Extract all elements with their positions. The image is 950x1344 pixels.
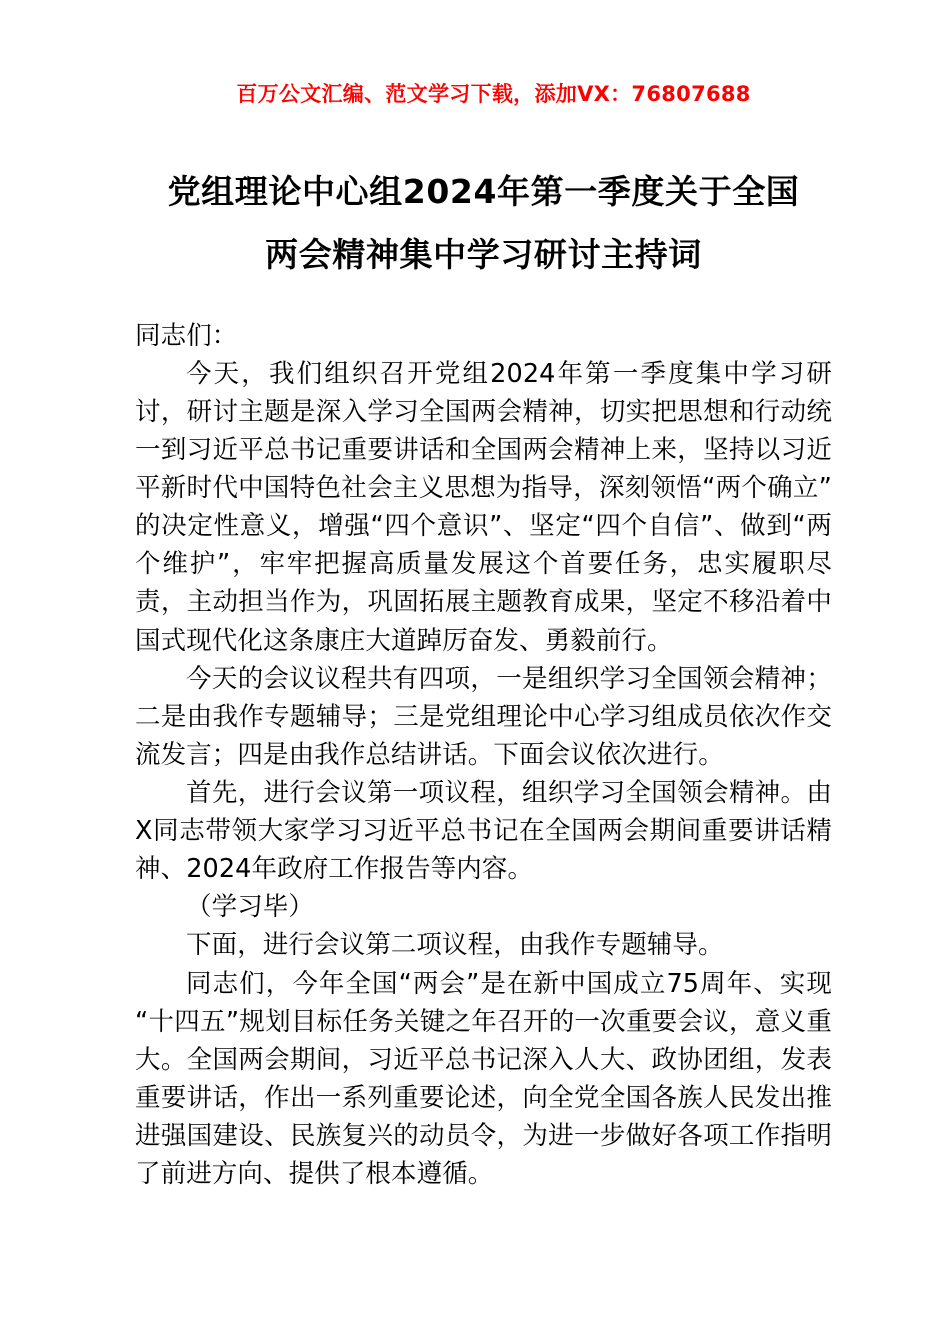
paragraph-salutation: 同志们： [135,320,238,351]
paragraph-5: 下面，进行会议第二项议程，由我作专题辅导。 [186,930,724,961]
paragraph-1: 今天，我们组织召开党组2024年第一季度集中学习研讨，研讨主题是深入学习全国两会精神，切实把思想和行动统一到习近平总书记重要讲话和全国两会精神上来，坚持以习近平新时代中国特色社会主义思想为指导，深刻领悟“两个确立”的决定性意义，增强“四个意识”、坚定“四个自信”、做到“两个维护”，牢牢把握高质量发展这个首要任务，忠实履职尽责，主动担当作为，巩固拓展主题教育成果，坚定不移沿着中国式现代化这条康庄大道踔厉奋发、勇毅前行。 [135,358,832,656]
paragraph-4: （学习毕） [186,892,315,923]
paragraph-3: 首先，进行会议第一项议程，组织学习全国领会精神。由X同志带领大家学习习近平总书记在全国两会期间重要讲话精神、2024年政府工作报告等内容。 [135,778,832,885]
document-title [135,160,832,287]
title-line-2: 两会精神集中学习研讨主持词 [265,235,702,275]
paragraph-2: 今天的会议议程共有四项，一是组织学习全国领会精神；二是由我作专题辅导；三是党组理论中心学习组成员依次作交流发言；四是由我作总结讲话。下面会议依次进行。 [135,663,832,770]
document-body [135,317,832,1194]
watermark-text: 百万公文汇编、范文学习下载，添加VX：76807688 [236,82,751,106]
paragraph-6: 同志们，今年全国“两会”是在新中国成立75周年、实现“十四五”规划目标任务关键之年召开的一次重要会议，意义重大。全国两会期间，习近平总书记深入人大、政协团组，发表重要讲话，作出一系列重要论述，向全党全国各族人民发出推进强国建设、民族复兴的动员令，为进一步做好各项工作指明了前进方向、提供了根本遵循。 [135,968,832,1190]
title-line-1: 党组理论中心组2024年第一季度关于全国 [167,172,800,211]
